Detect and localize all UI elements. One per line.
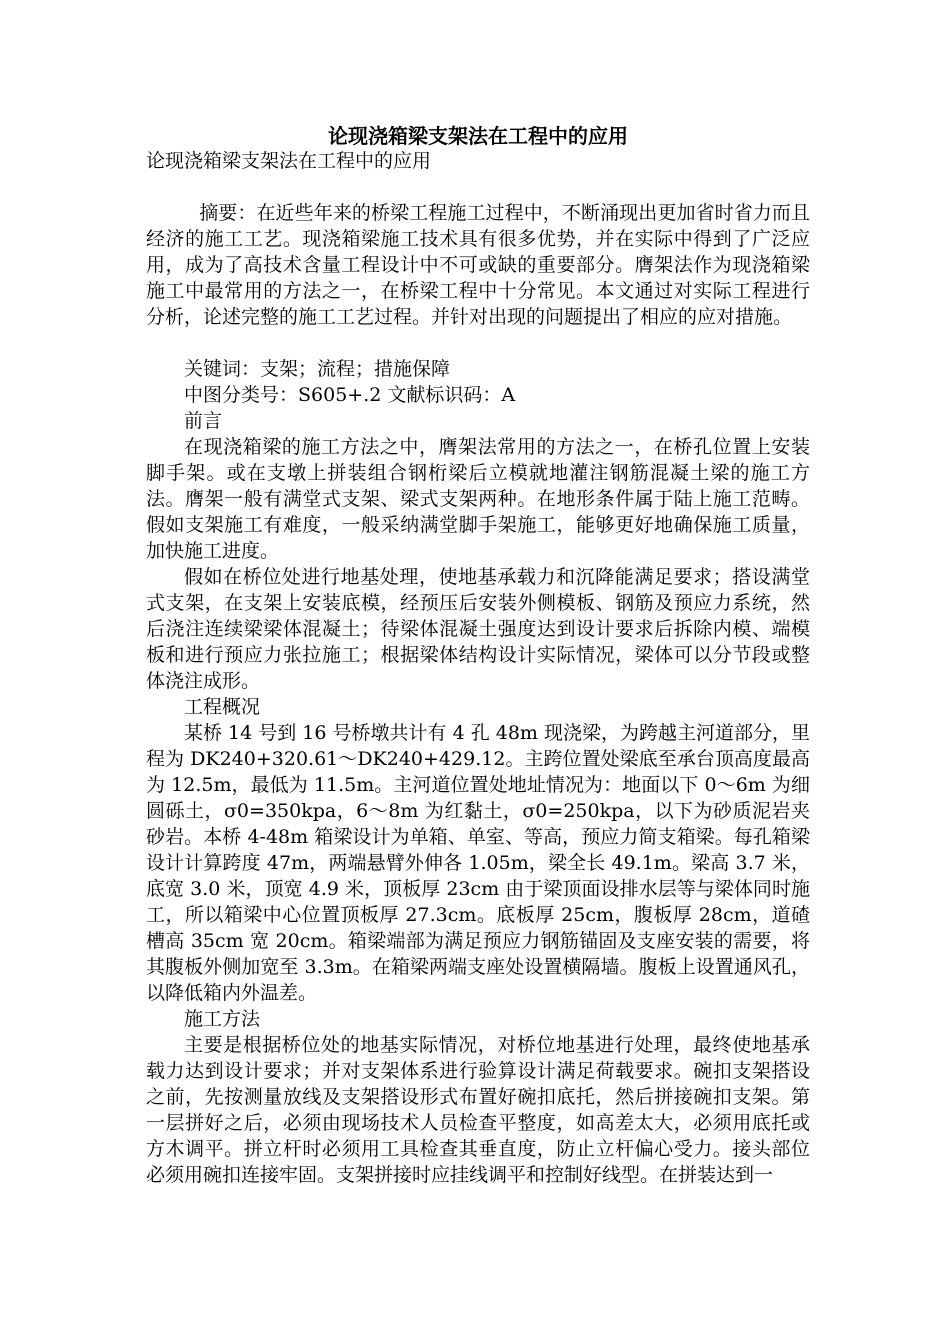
overview-heading: 工程概况 <box>184 696 261 718</box>
document-subtitle: 论现浇箱梁支架法在工程中的应用 <box>146 150 432 172</box>
classification-line: 中图分类号：S605+.2 文献标识码：A <box>184 384 516 406</box>
overview-paragraph: 某桥 14 号到 16 号桥墩共计有 4 孔 48m 现浇梁，为跨越主河道部分，里程为 DK240+320.61～DK240+429.12。主跨位置处梁底至承台顶高度最高为 12.5m，最低为 11.5m。主河道位置处地址情况为：地面以下 0～6m 为细圆砾土，σ0=350kpa，6～8m 为红黏土，σ0=250kpa，以下为砂质泥岩夹砂岩。本桥 4-48m 箱梁设计为单箱、单室、等高，预应力简支箱梁。每孔箱梁设计计算跨度 47m，两端悬臂外伸各 1.05m，梁全长 49.1m。梁高 3.7 米，底宽 3.0 米，顶宽 4.9 米，顶板厚 23cm 由于梁顶面设排水层等与梁体同时施工，所以箱梁中心位置顶板厚 27.3cm。底板厚 25cm，腹板厚 28cm，道碴槽高 35cm 宽 20cm。箱梁端部为满足预应力钢筋锚固及支座安装的需要，将其腹板外侧加宽至 3.3m。在箱梁两端支座处设置横隔墙。腹板上设置通风孔，以降低箱内外温差。 <box>146 722 810 1004</box>
method-heading: 施工方法 <box>184 1008 261 1030</box>
blank-line <box>146 330 810 356</box>
preface-paragraph-2: 假如在桥位处进行地基处理，使地基承载力和沉降能满足要求；搭设满堂式支架，在支架上安装底模，经预压后安装外侧模板、钢筋及预应力系统，然后浇注连续梁梁体混凝土；待梁体混凝土强度达到设计要求后拆除内模、端模板和进行预应力张拉施工；根据梁体结构设计实际情况，梁体可以分节段或整体浇注成形。 <box>146 566 810 692</box>
blank-line <box>146 174 810 200</box>
preface-heading: 前言 <box>184 410 223 432</box>
preface-paragraph-1: 在现浇箱梁的施工方法之中，膺架法常用的方法之一，在桥孔位置上安装脚手架。或在支墩上拼装组合钢桁梁后立模就地灌注钢筋混凝土梁的施工方法。膺架一般有满堂式支架、梁式支架两种。在地形条件属于陆上施工范畴。假如支架施工有难度，一般采纳满堂脚手架施工，能够更好地确保施工质量，加快施工进度。 <box>146 436 810 562</box>
document-title: 论现浇箱梁支架法在工程中的应用 <box>328 124 628 148</box>
document-page <box>146 116 810 1188</box>
abstract-paragraph: 摘要：在近些年来的桥梁工程施工过程中，不断涌现出更加省时省力而且经济的施工工艺。现浇箱梁施工技术具有很多优势，并在实际中得到了广泛应用，成为了高技术含量工程设计中不可或缺的重要部分。膺架法作为现浇箱梁施工中最常用的方法之一，在桥梁工程中十分常见。本文通过对实际工程进行分析，论述完整的施工工艺过程。并针对出现的问题提出了相应的应对措施。 <box>146 202 810 328</box>
method-paragraph: 主要是根据桥位处的地基实际情况，对桥位地基进行处理，最终使地基承载力达到设计要求；并对支架体系进行验算设计满足荷载要求。碗扣支架搭设之前，先按测量放线及支架搭设形式布置好碗扣底托，然后拼接碗扣支架。第一层拼好之后，必须由现场技术人员检查平整度，如高差太大，必须用底托或方木调平。拼立杆时必须用工具检查其垂直度，防止立杆偏心受力。接头部位必须用碗扣连接牢固。支架拼接时应挂线调平和控制好线型。在拼装达到一 <box>146 1034 810 1186</box>
keywords-line: 关键词：支架；流程；措施保障 <box>184 358 451 380</box>
